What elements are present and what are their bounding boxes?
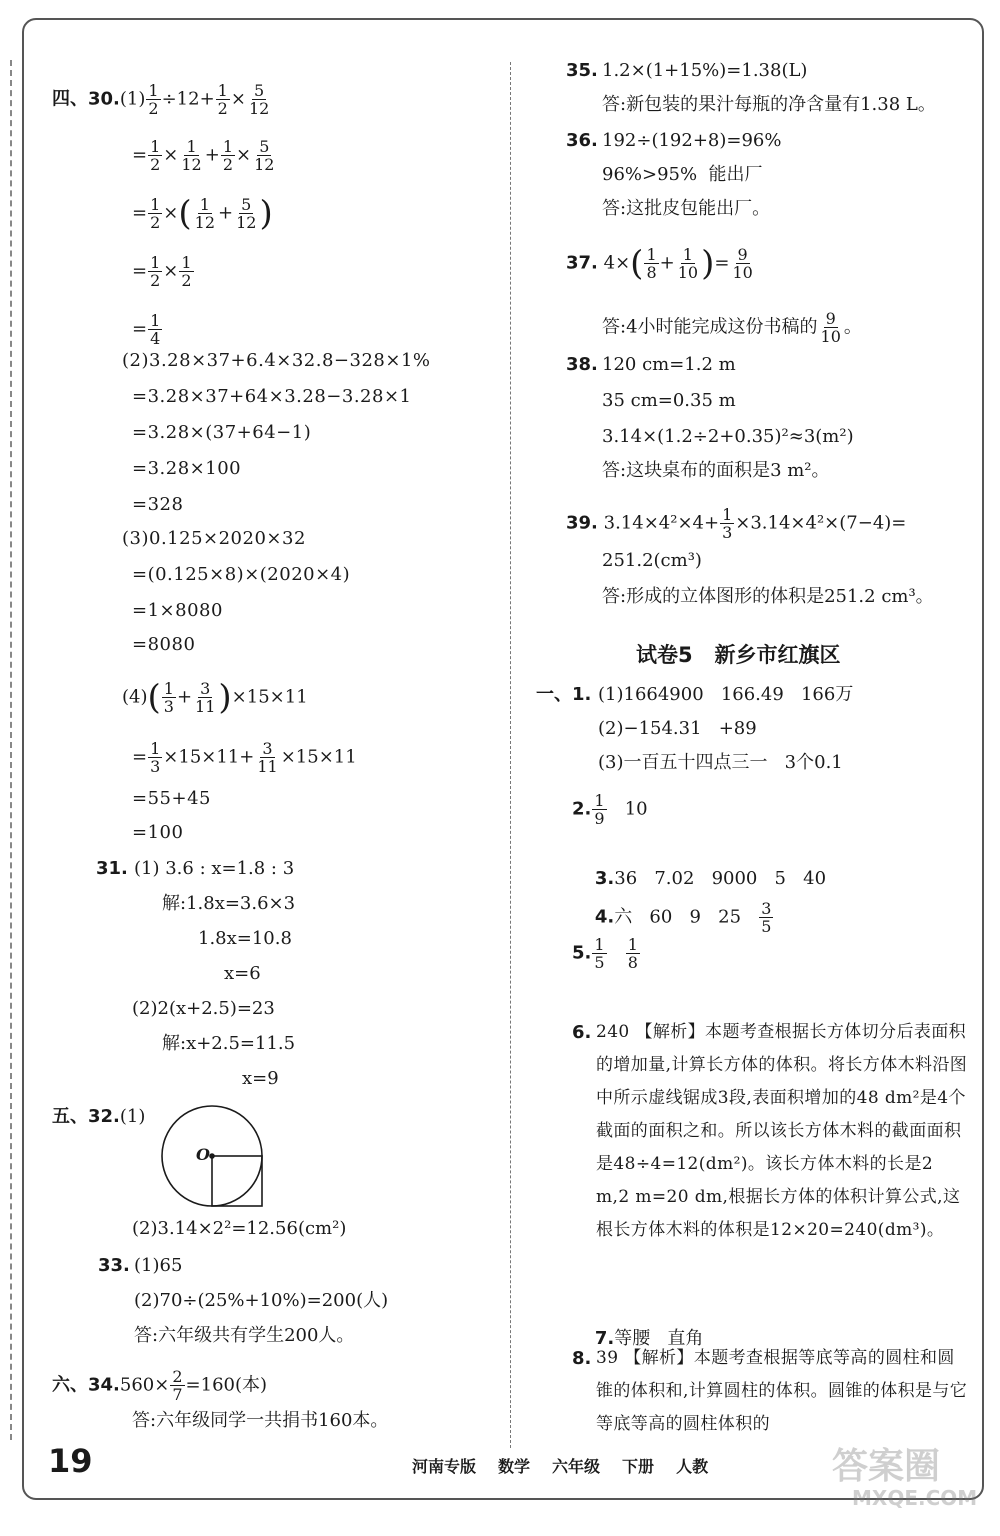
- circle-figure: [158, 1104, 270, 1212]
- q31-line-2: 解:1.8x=3.6×3: [162, 893, 296, 914]
- q31-label: 31.: [96, 858, 128, 879]
- q36-line-2: 96%>95% 能出厂: [602, 164, 763, 185]
- section-title: 试卷5 新乡市红旗区: [636, 643, 841, 667]
- q30-line-2: = $\frac{1}{2}$ × $\frac{1}{12}$ + $\frac{1}{2}$ × $\frac{5}{12}$: [132, 137, 275, 174]
- q30-4-line-2: = $\frac{1}{3}$ ×15×11+ $\frac{3}{11}$ ×15×11: [132, 739, 357, 776]
- q33-line-1: (1)65: [134, 1255, 183, 1276]
- q30-3-line-3: =1×8080: [132, 600, 223, 621]
- q34-line-1: 六、34.560× $\frac{2}{7}$ =160(本): [52, 1367, 268, 1404]
- s1-label: 一、1.: [536, 684, 592, 705]
- q30-2-line-2: =3.28×37+64×3.28−3.28×1: [132, 386, 412, 407]
- q38-line-1: 120 cm=1.2 m: [602, 354, 736, 375]
- q30-2-line-5: =328: [132, 494, 184, 515]
- q38-label: 38.: [566, 354, 598, 375]
- s5-line: 5. $\frac{1}{5}$ $\frac{1}{8}$: [572, 935, 638, 972]
- q39-answer: 答:形成的立体图形的体积是251.2 cm³。: [602, 586, 934, 607]
- q30-3-line-2: =(0.125×8)×(2020×4): [132, 564, 351, 585]
- s1-line-1: (1)1664900 166.49 166万: [598, 684, 854, 705]
- s3-line: 3.36 7.02 9000 5 40: [594, 868, 827, 889]
- page-number: 19: [48, 1442, 93, 1480]
- q30-line-5: = $\frac{1}{4}$: [132, 311, 161, 348]
- q31-line-6: 解:x+2.5=11.5: [162, 1033, 296, 1054]
- q31-line-4: x=6: [224, 963, 261, 984]
- q38-answer: 答:这块桌布的面积是3 m²。: [602, 460, 830, 481]
- q33-line-3: 答:六年级共有学生200人。: [134, 1325, 355, 1346]
- s6-label: 6.: [572, 1022, 592, 1043]
- column-divider: [510, 62, 511, 1448]
- q30-4-line-3: =55+45: [132, 788, 211, 809]
- q31-line-1: (1) 3.6 : x=1.8 : 3: [134, 858, 295, 879]
- q30-line-1: 四、30.(1) $\frac{1}{2}$ ÷12+ $\frac{1}{2}$ × $\frac{5}{12}$: [52, 81, 270, 118]
- q33-label: 33.: [98, 1255, 130, 1276]
- q31-line-5: (2)2(x+2.5)=23: [132, 998, 275, 1019]
- q37-line-1: 37. 4×( $\frac{1}{8}$ + $\frac{1}{10}$ )= $\frac{9}{10}$: [566, 243, 753, 284]
- q31-line-3: 1.8x=10.8: [198, 928, 292, 949]
- q38-line-2: 35 cm=0.35 m: [602, 390, 736, 411]
- q35-line-1: 1.2×(1+15%)=1.38(L): [602, 60, 808, 81]
- q30-2-line-3: =3.28×(37+64−1): [132, 422, 312, 443]
- s1-line-3: (3)一百五十四点三一 3个0.1: [598, 752, 843, 773]
- q35-label: 35.: [566, 60, 598, 81]
- q30-4-line-1: (4)( $\frac{1}{3}$ + $\frac{3}{11}$ )×15×11: [122, 677, 308, 718]
- q30-3-line-4: =8080: [132, 634, 196, 655]
- q30-2-line-4: =3.28×100: [132, 458, 242, 479]
- q30-2-line-1: (2)3.28×37+6.4×32.8−328×1%: [122, 350, 431, 371]
- s1-line-2: (2)−154.31 +89: [598, 718, 757, 739]
- q34-answer: 答:六年级同学一共捐书160本。: [132, 1410, 389, 1431]
- q39-line-1: 39. 3.14×4²×4+ $\frac{1}{3}$ ×3.14×4²×(7−4)=: [566, 505, 907, 542]
- q38-line-3: 3.14×(1.2÷2+0.35)²≈3(m²): [602, 426, 854, 447]
- s6-explanation: 240 【解析】本题考查根据长方体切分后表面积的增加量,计算长方体的体积。将长方体木料沿图中所示虚线锯成3段,表面积增加的48 dm²是4个截面的面积之和。所以该长方体木料的截面面积是48÷4=12(dm²)。该长方体木料的长是2 m,2 m=20 dm,根据长方体的体积计算公式,这根长方体木料的体积是12×20=240(dm³)。: [596, 1022, 968, 1240]
- q32-line-1: 五、32.(1): [52, 1106, 146, 1127]
- q32-line-2: (2)3.14×2²=12.56(cm²): [132, 1218, 347, 1239]
- q37-answer: 答:4小时能完成这份书稿的 $\frac{9}{10}$ 。: [602, 309, 862, 346]
- q30-3-line-1: (3)0.125×2020×32: [122, 528, 306, 549]
- q36-label: 36.: [566, 130, 598, 151]
- s8-explanation: 39 【解析】本题考查根据等底等高的圆柱和圆锥的体积和,计算圆柱的体积。圆锥的体积是与它等底等高的圆柱体积的: [596, 1348, 968, 1434]
- q35-answer: 答:新包装的果汁每瓶的净含量有1.38 L。: [602, 94, 936, 115]
- q36-line-1: 192÷(192+8)=96%: [602, 130, 782, 151]
- q30-4-line-4: =100: [132, 822, 184, 843]
- q36-answer: 答:这批皮包能出厂。: [602, 198, 771, 219]
- q33-line-2: (2)70÷(25%+10%)=200(人): [134, 1290, 389, 1311]
- q39-line-2: 251.2(cm³): [602, 550, 702, 571]
- q30-line-3: = $\frac{1}{2}$ ×( $\frac{1}{12}$ + $\frac{5}{12}$ ): [132, 193, 273, 234]
- q31-line-7: x=9: [242, 1068, 279, 1089]
- s4-line: 4.六 60 9 25 $\frac{3}{5}$: [594, 899, 772, 936]
- footer-info: 河南专版 数学 六年级 下册 人教: [412, 1457, 709, 1476]
- q30-line-4: = $\frac{1}{2}$ × $\frac{1}{2}$: [132, 253, 192, 290]
- s2-line: 2. $\frac{1}{9}$ 10: [572, 791, 648, 828]
- s8-label: 8.: [572, 1348, 592, 1369]
- s7-line: 7.等腰 直角: [594, 1328, 704, 1349]
- circle-center-label: O: [196, 1145, 210, 1164]
- watermark-logo: 答案圈 MXQE.COM: [832, 1446, 978, 1510]
